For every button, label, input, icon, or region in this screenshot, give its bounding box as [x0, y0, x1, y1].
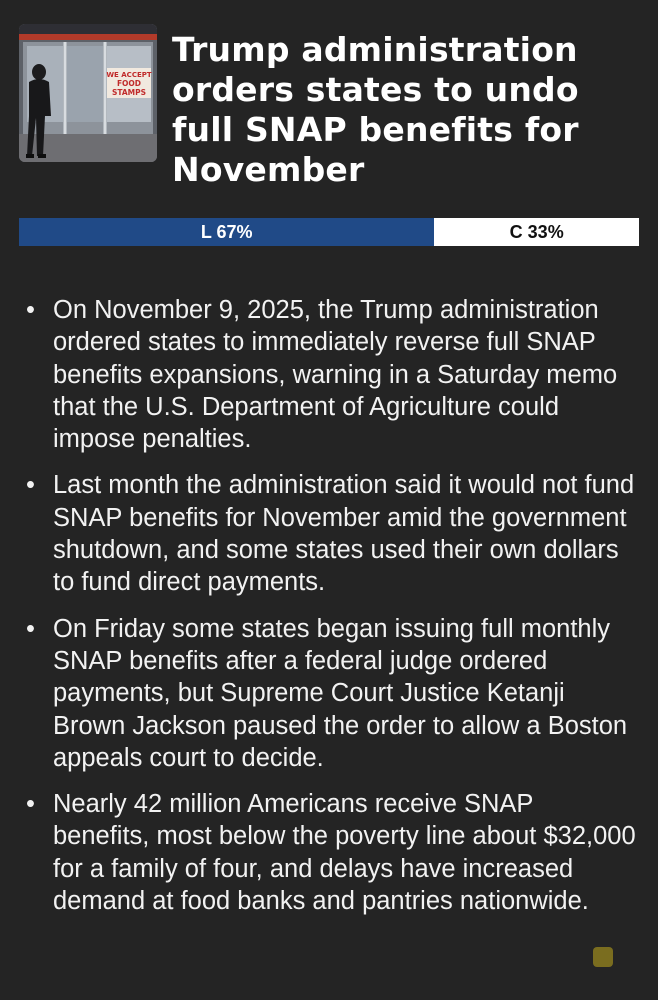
summary-point-text: On November 9, 2025, the Trump administration ordered states to immediately reverse full SNAP benefits expansions, warning in a Saturday memo that the U.S. Department of Agriculture could impose penalties.	[53, 296, 618, 454]
sign-line-3: STAMPS	[111, 88, 147, 97]
summary-point	[26, 294, 636, 455]
summary-point	[26, 788, 636, 917]
summary-point-text: Last month the administration said it would not fund SNAP benefits for November amid the government shutdown, and some states used their own dollars to fund direct payments.	[53, 471, 635, 597]
article-thumbnail[interactable]	[19, 24, 157, 162]
news-photo-icon	[19, 24, 157, 162]
sign-line-1: WE ACCEPT	[106, 71, 152, 79]
summary-list	[26, 294, 636, 931]
summary-point	[26, 469, 636, 598]
bullet-icon: •	[26, 296, 35, 324]
bias-center-segment	[434, 218, 639, 246]
bias-left-segment	[19, 218, 434, 246]
bias-distribution-bar[interactable]	[19, 218, 639, 246]
summary-point-text: Nearly 42 million Americans receive SNAP benefits, most below the poverty line about $32,000 for a family of four, and delays have increased demand at food banks and pantries nationwide.	[53, 790, 636, 916]
article-header	[19, 24, 639, 194]
bullet-icon: •	[26, 790, 35, 819]
bullet-icon: •	[26, 614, 35, 643]
bullet-icon: •	[26, 471, 35, 500]
summary-point-text: On Friday some states began issuing full monthly SNAP benefits after a federal judge ordered payments, but Supreme Court Justice Ketanji Brown Jackson paused the order to allow a Boston appeals court to decide.	[53, 614, 628, 772]
summary-point	[26, 613, 636, 774]
sign-line-2: FOOD	[116, 79, 142, 88]
article-headline[interactable]: Trump administration orders states to undo full SNAP benefits for November	[172, 30, 579, 189]
bias-center-label: C 33%	[509, 221, 564, 242]
overlay-handle-icon[interactable]	[593, 947, 613, 967]
bias-left-label: L 67%	[200, 221, 253, 242]
